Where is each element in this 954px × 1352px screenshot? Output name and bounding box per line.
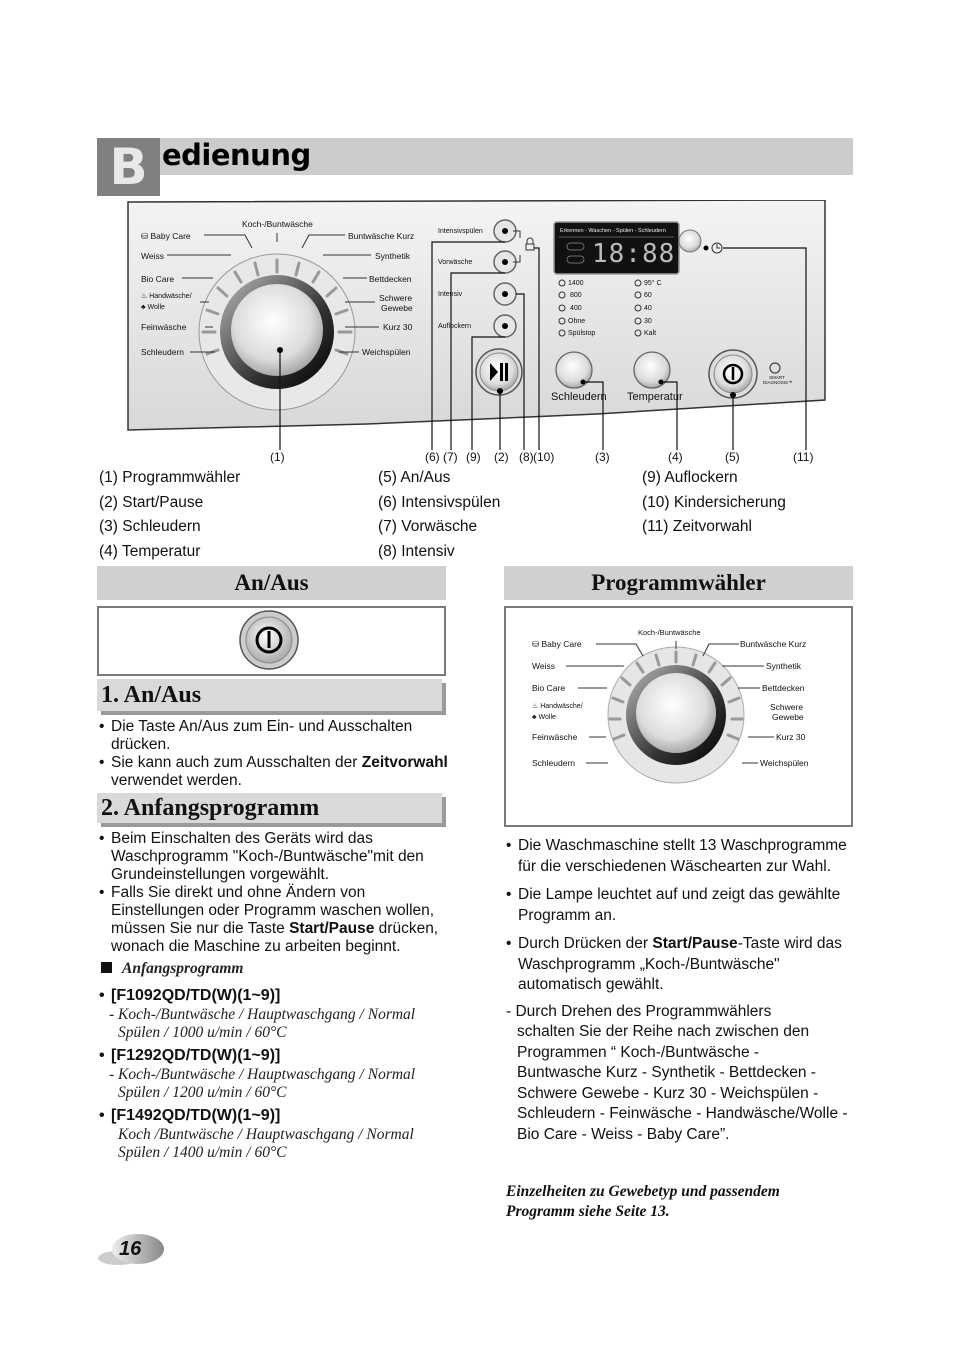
dial-label-koch-buntwaesche: Koch-/Buntwäsche (638, 628, 701, 637)
button-label-intensiv: Intensiv (438, 291, 463, 298)
display-time: 18:88 (592, 239, 676, 269)
dial-label-schleudern: Schleudern (532, 758, 576, 768)
section-header-programmwaehler: Programmwähler (504, 566, 853, 600)
dial-label-koch-buntwaesche: Koch-/Buntwäsche (242, 219, 313, 229)
control-panel-graphic (127, 200, 827, 460)
dial-label-synthetik: Synthetik (766, 661, 801, 671)
dial-label-weiss: Weiss (532, 661, 555, 671)
smart-diagnosis-logo: SMART DIAGNOSIS™ (763, 375, 793, 385)
dial-label-feinwaesche: Feinwäsche (532, 732, 578, 742)
model-line: Spülen / 1000 u/min / 60°C (118, 1024, 287, 1041)
dial-label-schwere: Schwere (379, 293, 413, 303)
legend-item: (3) Schleudern (99, 518, 201, 535)
legend-item: (9) Auflockern (642, 469, 738, 486)
callout-8: (8) (519, 450, 534, 464)
dial-label-weichspuelen: Weichspülen (760, 758, 809, 768)
page-title: edienung (162, 138, 311, 172)
model-line: Koch /Buntwäsche / Hauptwaschgang / Normal (118, 1126, 414, 1143)
note-see-page (506, 1182, 780, 1222)
callout-3: (3) (595, 450, 610, 464)
dash-line: - Durch Drehen des Programmwählers (506, 1002, 772, 1020)
knob-label-temperatur: Temperatur (627, 391, 683, 403)
bullet-text: • Die Lampe leuchtet auf und zeigt das gewählte Programm an. (506, 885, 866, 926)
legend-item: (7) Vorwäsche (378, 518, 478, 535)
model-line: - Koch-/Buntwäsche / Hauptwaschgang / Normal (109, 1066, 416, 1083)
wool-icon: ♣ (141, 304, 148, 311)
handwash-icon: ♨ (141, 293, 150, 300)
dial-label-gewebe: Gewebe (381, 303, 413, 313)
bullet-text: • Die Taste An/Aus zum Ein- und Ausschalten drücken. (99, 718, 449, 754)
dial-label-bettdecken: Bettdecken (762, 683, 805, 693)
bullet-text: • Falls Sie direkt und ohne Ändern von Einstellungen oder Programm waschen wollen, müssen Sie nur die Taste Start/Pause drücken, wonach die Maschine zu arbeiten beginnt. (99, 884, 449, 956)
bullet-text: • Durch Drücken der Start/Pause-Taste wird das Waschprogramm „Koch-/Buntwäsche" automatisch gewählt. (506, 934, 866, 996)
temp-option-95: 95° C (644, 280, 662, 287)
callout-7: (7) (443, 450, 458, 464)
spin-option-1400: 1400 (568, 280, 584, 287)
dial-label-handwaesche: ♨ Handwäsche/ (532, 703, 583, 710)
dash-line: Buntwasche Kurz - Synthetik - Bettdecken - (517, 1064, 816, 1081)
temp-option-30: 30 (644, 318, 652, 325)
spin-option-800: 800 (570, 292, 582, 299)
power-button-illustration (97, 606, 446, 676)
subsection-title-an-aus: 1. An/Aus (97, 679, 442, 711)
dial-label-kurz-30: Kurz 30 (776, 732, 806, 742)
display-status-line: Erkennen - Waschen - Spülen - Schleudern (560, 228, 666, 234)
spin-option-400: 400 (570, 305, 582, 312)
model-list (99, 986, 449, 1162)
callout-2: (2) (494, 450, 509, 464)
dash-line: Schwere Gewebe - Kurz 30 - Weichspülen - (517, 1084, 819, 1102)
program-dial-illustration (504, 606, 853, 827)
dial-label-buntwaesche-kurz: Buntwäsche Kurz (348, 231, 415, 241)
button-label-vorwaesche: Vorwäsche (438, 259, 473, 266)
model-name: • [F1092QD/TD(W)(1~9)] (99, 986, 449, 1006)
callout-10: (10) (533, 450, 555, 464)
bullet-text: • Sie kann auch zum Ausschalten der Zeitvorwahl verwendet werden. (99, 754, 449, 790)
dial-label-bio-care: Bio Care (141, 274, 175, 284)
legend-item: (6) Intensivspülen (378, 494, 501, 511)
dial-label-bio-care: Bio Care (532, 683, 566, 693)
programmwaehler-text (506, 836, 866, 1145)
spin-option-spuelstop: Spülstop (568, 330, 596, 337)
callout-9: (9) (466, 450, 481, 464)
knob-label-schleudern: Schleudern (551, 391, 607, 403)
model-name: • [F1492QD/TD(W)(1~9)] (99, 1106, 449, 1126)
dial-label-baby-care: ⛁ Baby Care (532, 639, 582, 649)
dial-label-feinwaesche: Feinwäsche (141, 322, 187, 332)
section-header-an-aus: An/Aus (97, 566, 446, 600)
page-number: 16 (119, 1238, 142, 1260)
bullet-text: • Beim Einschalten des Geräts wird das Waschprogramm "Koch-/Buntwäsche"mit den Grundeinstellungen vorgewählt. (99, 830, 449, 884)
dial-label-synthetik: Synthetik (375, 251, 410, 261)
callout-4: (4) (668, 450, 683, 464)
callout-1: (1) (270, 450, 285, 464)
callout-6: (6) (425, 450, 440, 464)
dash-line: schalten Sie der Reihe nach zwischen den (517, 1023, 810, 1040)
dial-label-bettdecken: Bettdecken (369, 274, 412, 284)
legend-item: (4) Temperatur (99, 543, 201, 560)
dial-label-gewebe: Gewebe (772, 712, 804, 722)
spin-option-ohne: Ohne (568, 318, 586, 325)
handwash-icon: ♨ (532, 703, 541, 710)
dial-label-weichspuelen: Weichspülen (362, 347, 411, 357)
legend-item: (5) An/Aus (378, 469, 451, 486)
temp-option-40: 40 (644, 305, 652, 312)
legend-item: (11) Zeitvorwahl (642, 518, 752, 535)
dash-line: Programmen “ Koch-/Buntwäsche - (517, 1043, 760, 1061)
legend-item: (1) Programmwähler (99, 469, 241, 486)
square-bullet-icon (101, 962, 112, 973)
model-line: Spülen / 1200 u/min / 60°C (118, 1084, 287, 1101)
dial-label-wolle: ♣ Wolle (141, 304, 165, 311)
legend-item: (10) Kindersicherung (642, 494, 786, 511)
title-initial: B (97, 138, 160, 196)
button-label-auflockern: Auflockern (438, 323, 472, 330)
power-icon (99, 608, 444, 674)
anfangsprogramm-text (99, 830, 449, 956)
page-number-badge (96, 1232, 166, 1268)
dial-label-schleudern: Schleudern (141, 347, 185, 357)
model-line: - Koch-/Buntwäsche / Hauptwaschgang / Normal (109, 1006, 416, 1023)
legend-item: (2) Start/Pause (99, 494, 204, 511)
an-aus-bullets (99, 718, 449, 790)
temp-option-60: 60 (644, 292, 652, 299)
dial-label-weiss: Weiss (141, 251, 164, 261)
callout-11: (11) (793, 450, 814, 464)
wool-icon: ♣ (532, 714, 539, 721)
model-name: • [F1292QD/TD(W)(1~9)] (99, 1046, 449, 1066)
temp-option-kalt: Kalt (644, 330, 657, 337)
button-label-intensivspuelen: Intensivspülen (438, 228, 483, 235)
dial-label-buntwaesche-kurz: Buntwäsche Kurz (740, 639, 807, 649)
control-panel-diagram (127, 200, 827, 430)
subsection-title-anfangsprogramm: 2. Anfangsprogramm (97, 793, 442, 823)
dial-label-schwere: Schwere (770, 702, 804, 712)
model-line: Spülen / 1400 u/min / 60°C (118, 1144, 287, 1161)
anfangsprogramm-subheading: Anfangsprogramm (101, 960, 243, 978)
baby-care-icon: ⛁ (532, 639, 542, 649)
dial-label-handwaesche: ♨ Handwäsche/ (141, 293, 192, 300)
note-line: Einzelheiten zu Gewebetyp und passendem (506, 1183, 780, 1200)
callout-5: (5) (725, 450, 740, 464)
note-line: Programm siehe Seite 13. (506, 1203, 670, 1220)
dial-label-wolle: ♣ Wolle (532, 714, 556, 721)
legend-item: (8) Intensiv (378, 543, 455, 560)
baby-care-icon: ⛁ (141, 231, 151, 241)
dial-label-baby-care: ⛁ Baby Care (141, 231, 191, 241)
dial-label-kurz-30: Kurz 30 (383, 322, 413, 332)
bullet-text: • Die Waschmaschine stellt 13 Waschprogramme für die verschiedenen Wäschearten zur Wahl. (506, 836, 866, 877)
dash-line: Bio Care - Weiss - Baby Care”. (517, 1125, 730, 1143)
dash-line: Schleudern - Feinwäsche - Handwäsche/Wolle - (517, 1105, 848, 1122)
